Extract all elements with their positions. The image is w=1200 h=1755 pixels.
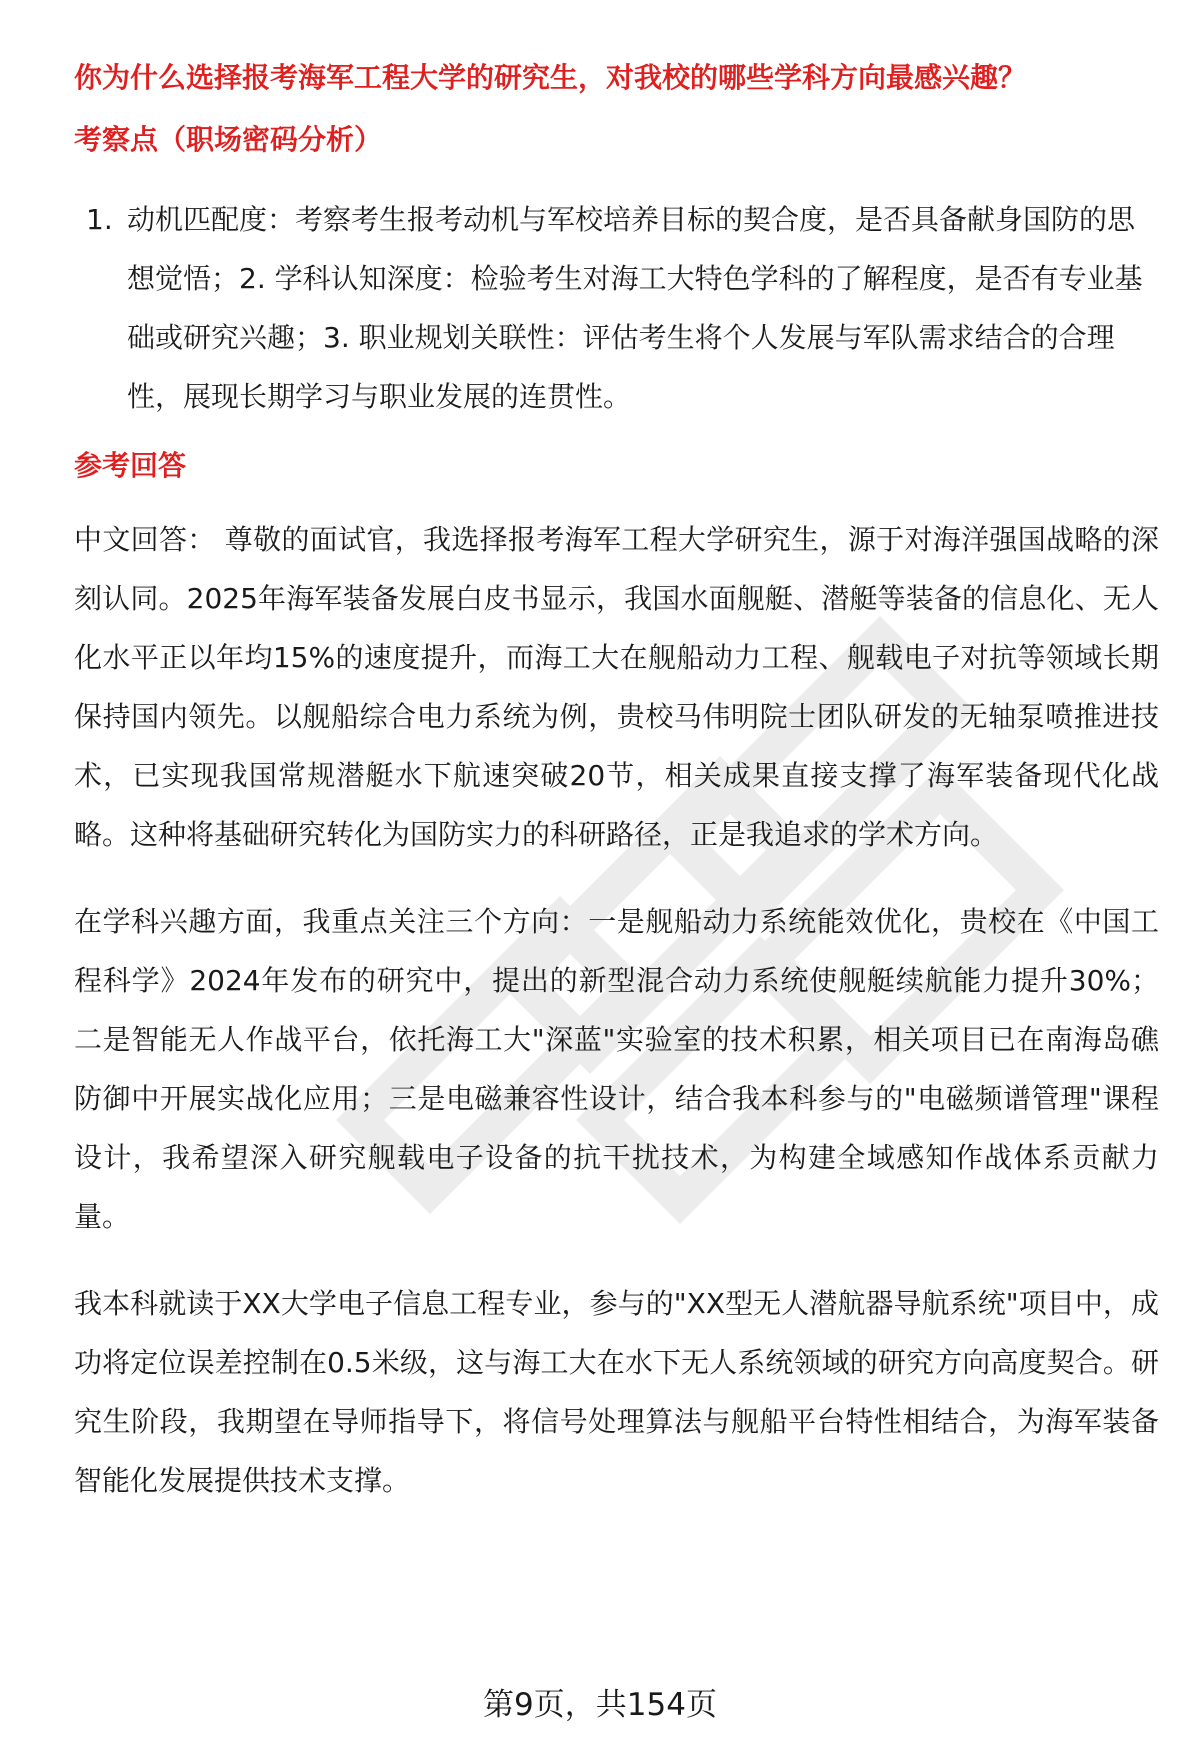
answer-paragraph-2: 在学科兴趣方面，我重点关注三个方向：一是舰船动力系统能效优化，贵校在《中国工程科学》2024年发布的研究中，提出的新型混合动力系统使舰艇续航能力提升30%；二是智能无人作战平台，依托海工大"深蓝"实验室的技术积累，相关项目已在南海岛礁防御中开展实战化应用；三是电磁兼容性设计，结合我本科参与的"电磁频谱管理"课程设计，我希望深入研究舰载电子设备的抗干扰技术，为构建全域感知作战体系贡献力量。	[74, 905, 1159, 1233]
question-title: 你为什么选择报考海军工程大学的研究生，对我校的哪些学科方向最感兴趣？	[74, 61, 1027, 94]
assessment-text: 动机匹配度：考察考生报考动机与军校培养目标的契合度，是否具备献身国防的思想觉悟；2. 学科认知深度：检验考生对海工大特色学科的了解程度，是否有专业基础或研究兴趣；3. 职业规划关联性：评估考生将个人发展与军队需求结合的合理性，展现长期学习与职业发展的连贯性。	[127, 203, 1143, 413]
answer-paragraph-1: 中文回答： 尊敬的面试官，我选择报考海军工程大学研究生，源于对海洋强国战略的深刻认同。2025年海军装备发展白皮书显示，我国水面舰艇、潜艇等装备的信息化、无人化水平正以年均15%的速度提升，而海工大在舰船动力工程、舰载电子对抗等领域长期保持国内领先。以舰船综合电力系统为例，贵校马伟明院士团队研发的无轴泵喷推进技术，已实现我国常规潜艇水下航速突破20节，相关成果直接支撑了海军装备现代化战略。这种将基础研究转化为国防实力的科研路径，正是我追求的学术方向。	[74, 523, 1159, 851]
list-item-number: 1.	[86, 203, 113, 236]
answer-heading: 参考回答	[74, 449, 187, 482]
assessment-heading: 考察点（职场密码分析）	[74, 123, 383, 156]
answer-paragraph-3: 我本科就读于XX大学电子信息工程专业，参与的"XX型无人潜航器导航系统"项目中，成功将定位误差控制在0.5米级，这与海工大在水下无人系统领域的研究方向高度契合。研究生阶段，我期望在导师指导下，将信号处理算法与舰船平台特性相结合，为海军装备智能化发展提供技术支撑。	[74, 1287, 1159, 1497]
page-number-footer: 第9页，共154页	[483, 1687, 717, 1723]
assessment-list	[74, 190, 1159, 426]
document-page	[74, 58, 1159, 1510]
